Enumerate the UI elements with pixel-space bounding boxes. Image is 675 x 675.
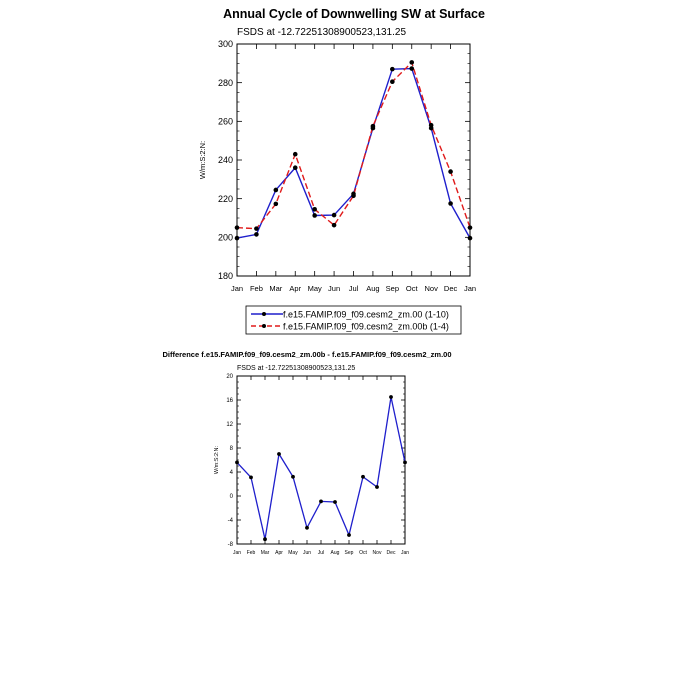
chart1-title: Annual Cycle of Downwelling SW at Surface xyxy=(223,7,485,21)
chart1-series-2-point xyxy=(429,123,434,128)
chart2-title: Difference f.e15.FAMIP.f09_f09.cesm2_zm.00b - f.e15.FAMIP.f09_f09.cesm2_zm.00 xyxy=(162,350,452,359)
chart2-series-1-point xyxy=(263,537,267,541)
chart2-x-tick-label: Nov xyxy=(372,550,382,556)
chart2-series-1-point xyxy=(277,452,281,456)
chart2-y-tick-label: 8 xyxy=(229,446,233,453)
chart2-x-tick-label: Jul xyxy=(317,550,325,556)
chart2-x-tick-label: Jan xyxy=(232,550,242,556)
chart1-series-1-point xyxy=(390,67,395,72)
chart1-x-tick-label: Oct xyxy=(405,284,418,293)
chart2-series-1-point xyxy=(319,500,323,504)
chart1-series-2-point xyxy=(448,169,453,174)
chart2-series-1-point xyxy=(361,475,365,479)
chart1-y-tick-label: 280 xyxy=(217,77,233,88)
chart1-series-2-point xyxy=(371,124,376,129)
chart2-y-tick-label: -8 xyxy=(227,542,233,549)
chart2-x-tick-label: Feb xyxy=(246,550,256,556)
chart1-x-tick-label: Apr xyxy=(289,284,302,293)
chart2-y-tick-label: 4 xyxy=(229,470,233,477)
legend-label-series-1: f.e15.FAMIP.f09_f09.cesm2_zm.00 (1-10) xyxy=(283,309,449,320)
chart1-x-tick-label: Jan xyxy=(230,284,244,293)
chart1-series-2-point xyxy=(293,152,298,157)
chart2-y-tick-label: 12 xyxy=(226,422,233,429)
chart1-x-tick-label: May xyxy=(307,284,322,293)
chart2-x-tick-label: Mar xyxy=(260,550,270,556)
chart1-y-axis-label: W/m:S:2:N: xyxy=(198,140,207,180)
chart1-x-tick-label: Aug xyxy=(366,284,380,293)
chart2-y-tick-label: 0 xyxy=(229,494,233,501)
chart1-series-2-point xyxy=(235,225,240,230)
chart1-series-2-point xyxy=(351,193,356,198)
chart2-x-tick-label: Sep xyxy=(344,550,354,556)
chart2-series-1-point xyxy=(403,461,407,465)
chart1-legend xyxy=(246,306,461,334)
chart2-series-1-point xyxy=(305,526,309,530)
chart2-series-1-point xyxy=(235,461,239,465)
chart1-series-2-point xyxy=(332,223,337,228)
chart2-x-tick-label: May xyxy=(288,550,298,556)
chart1-series-1-point xyxy=(293,165,298,170)
chart2-series-1-point xyxy=(249,476,253,480)
chart1-y-tick-label: 220 xyxy=(217,193,233,204)
chart1-series-1-point xyxy=(409,66,414,71)
legend-marker-series-2 xyxy=(262,324,266,328)
chart1-y-tick-label: 300 xyxy=(217,39,233,50)
chart1-series-1-point xyxy=(448,201,453,206)
chart2-x-tick-label: Jan xyxy=(400,550,410,556)
chart2-series-1-point xyxy=(389,395,393,399)
chart1-x-tick-label: Sep xyxy=(385,284,400,293)
chart2-subtitle: FSDS at -12.72251308900523,131.25 xyxy=(237,365,356,372)
chart2-series-1-point xyxy=(375,485,379,489)
legend-marker-series-1 xyxy=(262,312,266,316)
chart1-y-tick-label: 240 xyxy=(217,155,233,166)
chart1-x-tick-label: Feb xyxy=(249,284,263,293)
chart2-series-1-point xyxy=(291,475,295,479)
chart1-series-2-point xyxy=(254,226,259,231)
chart2-series-1-point xyxy=(347,533,351,537)
chart2-x-tick-label: Dec xyxy=(386,550,396,556)
chart1-x-tick-label: Nov xyxy=(424,284,438,293)
chart1-x-tick-label: Jan xyxy=(463,284,477,293)
chart1-series-1-point xyxy=(312,213,317,218)
chart1-series-2-point xyxy=(409,60,414,65)
legend-label-series-2: f.e15.FAMIP.f09_f09.cesm2_zm.00b (1-4) xyxy=(283,321,449,332)
chart1-series-1-point xyxy=(235,236,240,241)
chart1-series-1-point xyxy=(274,188,279,193)
chart1-series-1-point xyxy=(332,213,337,218)
chart1-x-tick-label: Mar xyxy=(269,284,283,293)
chart2-series-1-point xyxy=(333,500,337,504)
chart1-y-tick-label: 180 xyxy=(217,271,233,282)
chart2-x-tick-label: Aug xyxy=(330,550,340,556)
chart2-x-tick-label: Oct xyxy=(359,550,367,556)
chart2-y-axis-label: W/m:S:2:N: xyxy=(214,445,220,475)
chart1-x-tick-label: Jul xyxy=(348,284,359,293)
chart2-y-tick-label: -4 xyxy=(227,518,233,525)
chart2-x-tick-label: Apr xyxy=(275,550,283,556)
chart1-series-2-point xyxy=(274,202,279,207)
chart1-series-2-point xyxy=(390,79,395,84)
chart2-y-tick-label: 20 xyxy=(226,374,233,381)
chart1-y-tick-label: 200 xyxy=(217,232,233,243)
chart1-series-2-point xyxy=(312,207,317,212)
chart1-x-tick-label: Dec xyxy=(443,284,458,293)
chart1-x-tick-label: Jun xyxy=(328,284,341,293)
chart1-series-1-point xyxy=(468,236,473,241)
chart1-series-2-point xyxy=(468,225,473,230)
chart2-x-tick-label: Jun xyxy=(302,550,312,556)
chart2-y-tick-label: 16 xyxy=(226,398,233,405)
chart1-series-1-point xyxy=(254,232,259,237)
chart1-y-tick-label: 260 xyxy=(217,116,233,127)
chart1-subtitle: FSDS at -12.72251308900523,131.25 xyxy=(237,27,407,38)
